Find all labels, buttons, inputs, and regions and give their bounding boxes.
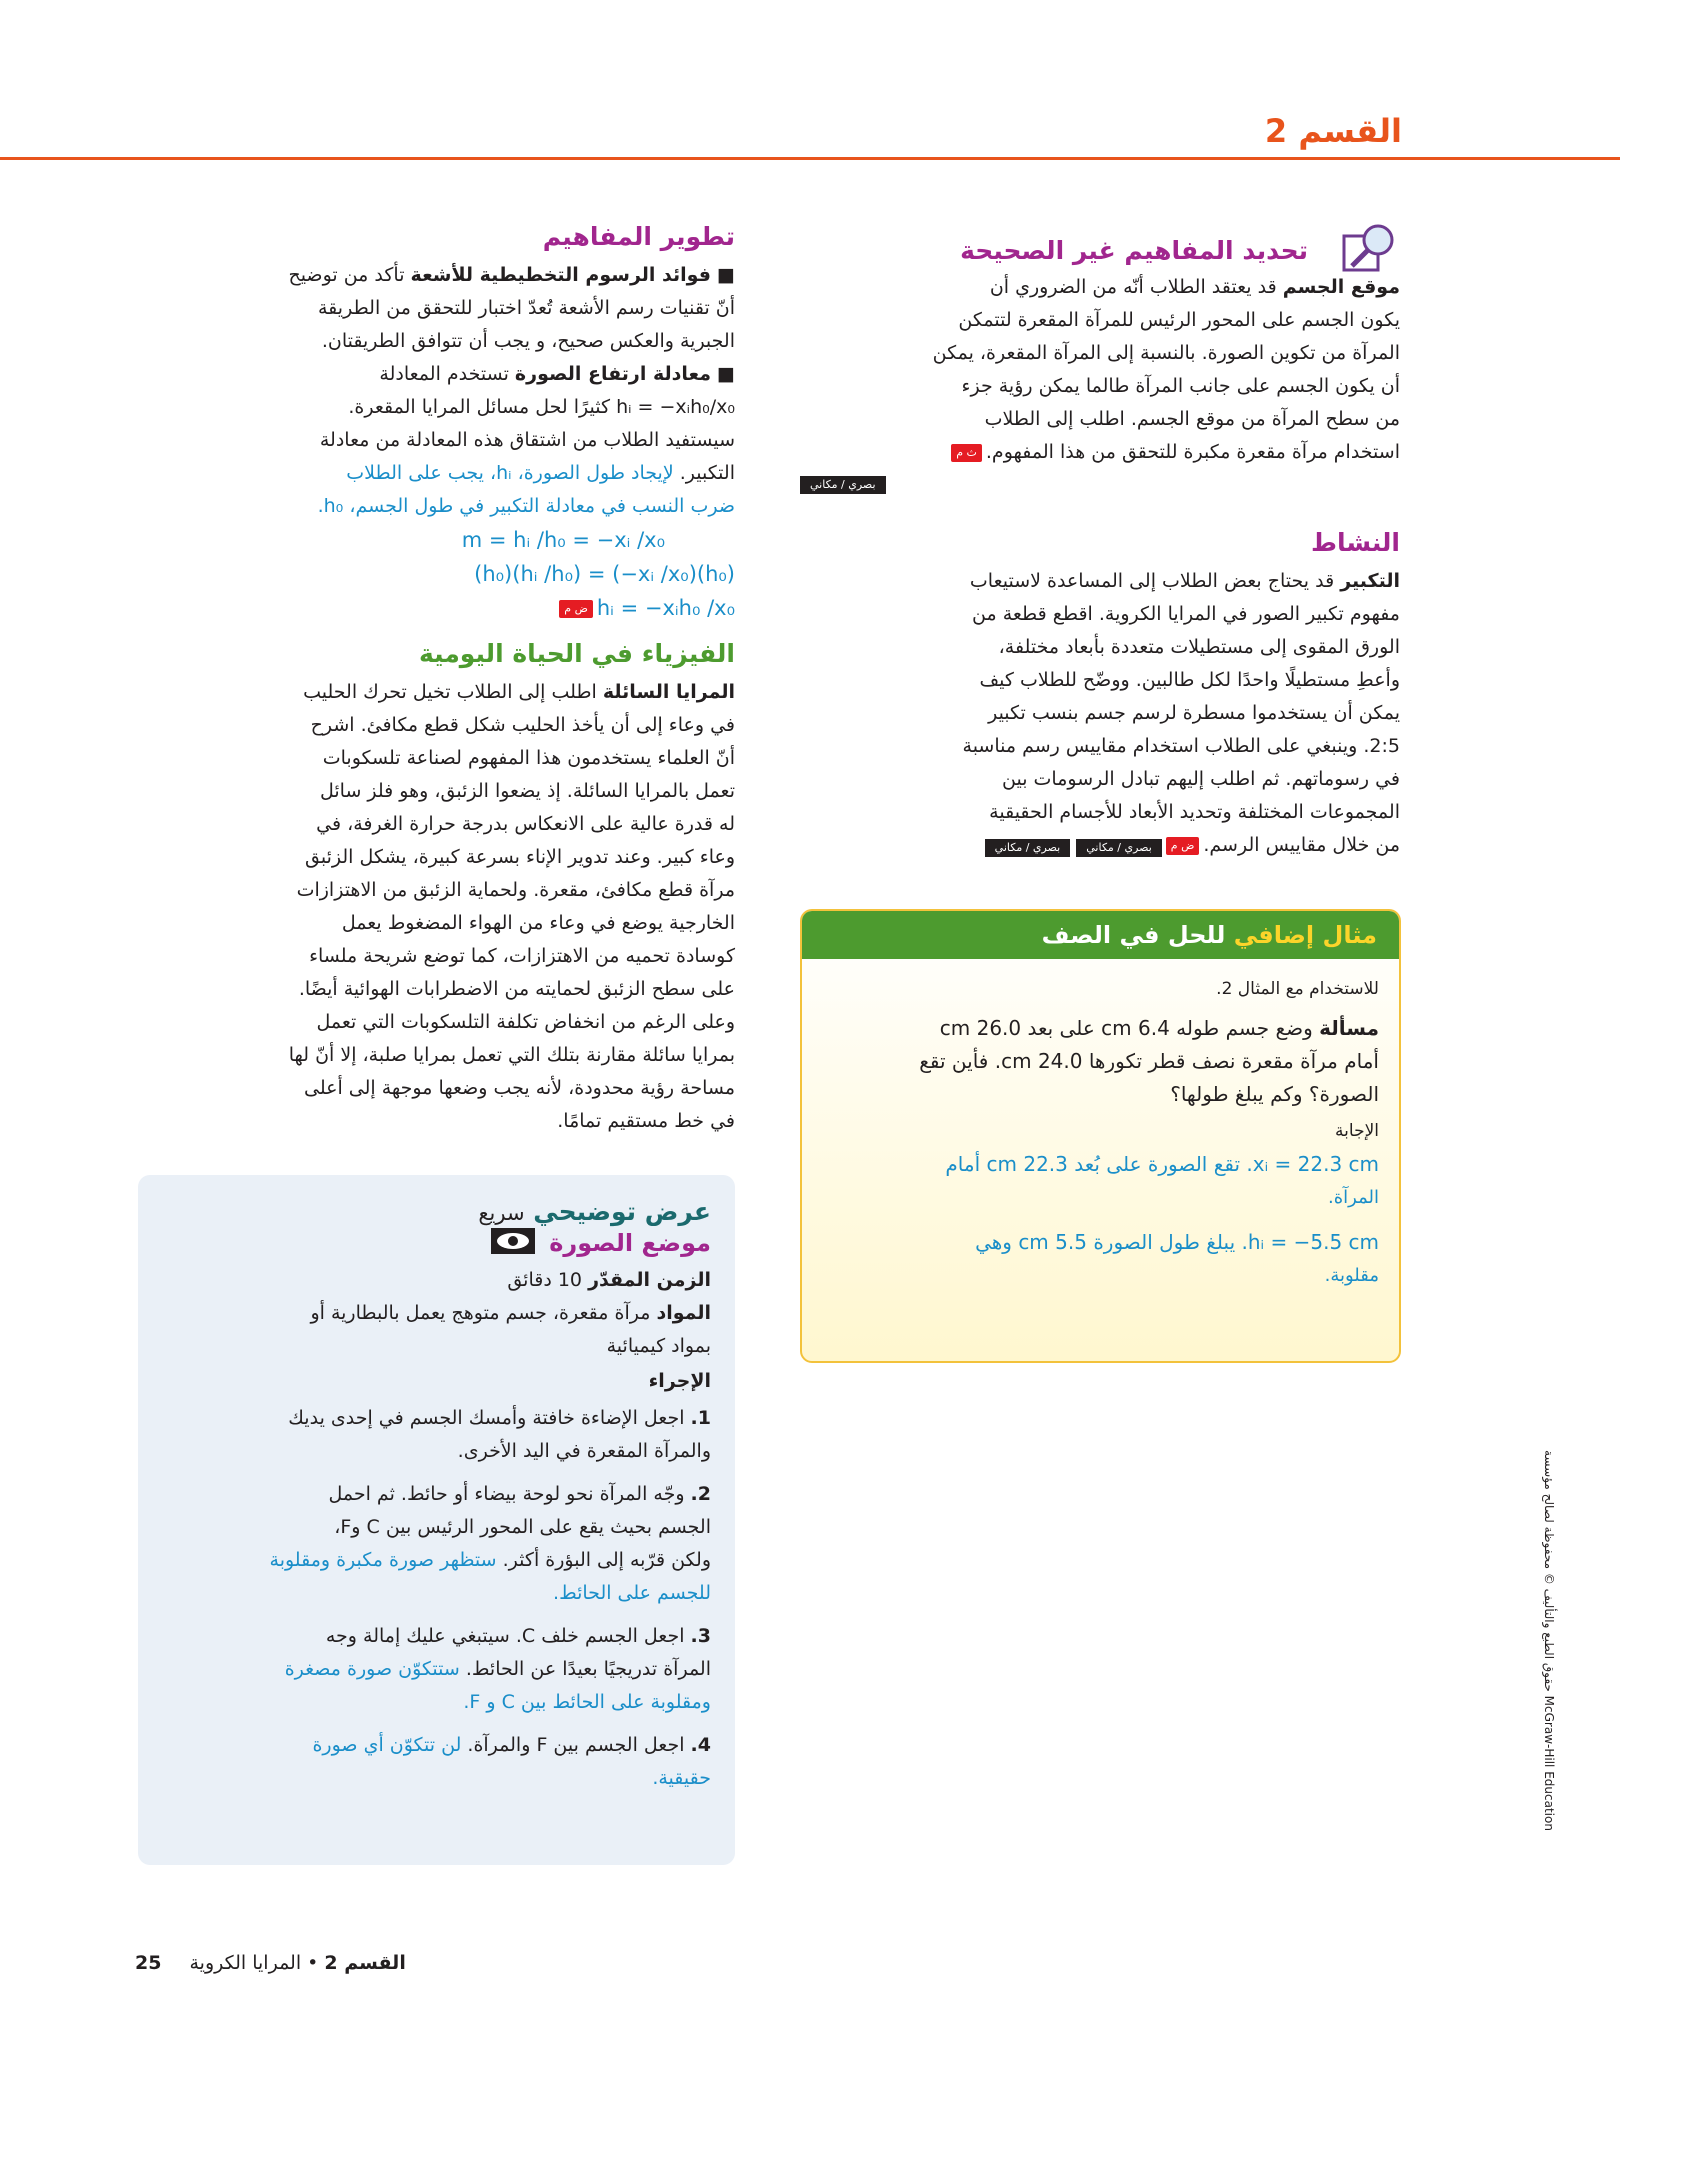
answer-line: مقلوبة. [1324, 1265, 1379, 1286]
physics-line: مساحة رؤية محدودة، لأنه يجب وضعها موجهة إلى أعلى [304, 1077, 735, 1099]
answer-line: المرآة. [1328, 1187, 1379, 1208]
concept1-line: أنّ تقنيات رسم الأشعة تُعدّ اختبار للتحقق من الطريقة [318, 297, 735, 319]
equation-multiply: (h₀)(hᵢ /h₀) = (−xᵢ /x₀)(h₀) [474, 562, 735, 586]
physics-line: له قدرة عالية على الانعكاس بدرجة حرارة الغرفة، في [316, 813, 735, 835]
activity-lead: التكبير [1340, 570, 1400, 592]
example-title-b: للحل في الصف [1041, 921, 1226, 949]
page-number: 25 [135, 1952, 162, 1974]
activity-line: المجموعات المختلفة وتحديد الأبعاد للأجسام الحقيقية [989, 801, 1400, 823]
activity-title: النشاط [1311, 528, 1400, 557]
materials-line: بمواد كيميائية [606, 1335, 711, 1357]
activity-line: 2:5. وينبغي على الطلاب استخدام مقاييس رسم مناسبة [962, 735, 1400, 757]
activity-line: قد يحتاج بعض الطلاب إلى المساعدة لاستيعاب [969, 570, 1335, 592]
misconceptions-line: قد يعتقد الطلاب أنّه من الضروري أن [989, 276, 1277, 298]
example-intro: للاستخدام مع المثال 2. [1216, 979, 1379, 999]
misconceptions-line: يكون الجسم على المحور الرئيس للمرآة المقعرة لتتمكن [958, 309, 1400, 331]
materials-line: مرآة مقعرة، جسم متوهج يعمل بالبطارية أو [310, 1302, 651, 1324]
misconceptions-line: استخدام مرآة مقعرة مكبرة للتحقق من هذا المفهوم. [985, 441, 1400, 463]
bullet-square: ■ [711, 264, 735, 286]
physics-line: في وعاء إلى أن يأخذ الحليب شكل قطع مكافئ. اشرح [310, 714, 735, 736]
concept1-line: تأكد من توضيح [288, 264, 405, 286]
answer-line: hᵢ = −5.5 cm. يبلغ طول الصورة 5.5 cm وهي [975, 1230, 1379, 1254]
physics-line: بمرايا سائلة مقارنة بتلك التي تعمل بمرايا صلبة، إلا أنّ لها [288, 1044, 735, 1066]
concepts-section [145, 222, 735, 625]
section-title: القسم 2 [1264, 112, 1402, 150]
activity-line: من خلال مقاييس الرسم. [1203, 834, 1400, 856]
physics-line: مرآة قطع مكافئ، مقعرة. ولحماية الزئبق من الاهتزازات [296, 879, 735, 901]
misconceptions-title: تحديد المفاهيم غير الصحيحة [960, 236, 1308, 265]
answer-line: xᵢ = 22.3 cm. تقع الصورة على بُعد 22.3 cm أمام [945, 1152, 1379, 1176]
example-header [802, 911, 1399, 959]
level-badge: ض م [1166, 837, 1200, 855]
activity-line: وأعطِ مستطيلًا واحدًا لكل طالبين. ووضّح للطلاب كيف [979, 669, 1400, 691]
concept2-line: سيستفيد الطلاب من اشتقاق هذه المعادلة من معادلة [319, 429, 735, 451]
quick-demo-box [138, 1175, 735, 1865]
example-title-a: مثال إضافي [1233, 921, 1377, 949]
step-result: ستتكوّن صورة مصغرة [284, 1658, 460, 1680]
misconceptions-lead: موقع الجسم [1282, 276, 1400, 298]
concepts-title: تطوير المفاهيم [542, 222, 735, 251]
demo-title-b: سريع [478, 1201, 525, 1225]
materials-label: المواد [656, 1302, 711, 1324]
activity-line: يمكن أن يستخدموا مسطرة لرسم جسم بنسب تكبير [988, 702, 1400, 724]
concept2-blue: لإيجاد طول الصورة، hᵢ، يجب على الطلاب [346, 462, 674, 484]
demo-title-a: عرض توضيحي [533, 1197, 711, 1226]
page-footer [135, 1952, 406, 1974]
physics-lead: المرايا السائلة [602, 681, 735, 703]
learning-style-tag: بصري / مكاني [985, 839, 1071, 857]
physics-line: وعلى الرغم من انخفاض تكلفة التلسكوبات التي تعمل [316, 1011, 735, 1033]
concept2-blue: ضرب النسب في معادلة التكبير في طول الجسم، h₀. [317, 495, 735, 517]
step-number: 4. [690, 1734, 711, 1756]
procedure-step [162, 1402, 711, 1468]
step-result: ستظهر صورة مكبرة ومقلوبة [269, 1549, 497, 1571]
step-result: لن تتكوّن أي صورة [312, 1734, 462, 1756]
footer-chapter: المرايا الكروية [189, 1952, 302, 1974]
procedure-label: الإجراء [648, 1370, 711, 1392]
problem-line: أمام مرآة مقعرة نصف قطر تكورها 24.0 cm. فأين تقع [919, 1049, 1379, 1073]
copyright-text: حقوق الطبع والتأليف © محفوظة لصالح مؤسسة McGraw-Hill Education [1542, 1450, 1556, 1831]
eye-icon [491, 1228, 535, 1260]
concept2-line: hᵢ = −xᵢh₀/x₀ كثيرًا لحل مسائل المرايا المقعرة. [348, 396, 735, 418]
step-result: حقيقية. [652, 1767, 711, 1789]
misconceptions-section [800, 222, 1400, 494]
step-result: للجسم على الحائط. [553, 1582, 711, 1604]
physics-line: كوسادة تحميه من الاهتزازات، كما توضع شريحة ملساء [309, 945, 735, 967]
step-line: اجعل الجسم بين F والمرآة. [467, 1734, 685, 1756]
problem-label: مسألة [1319, 1016, 1379, 1040]
concept1-line: الجبرية والعكس صحيح، و يجب أن تتوافق الطريقتان. [321, 330, 735, 352]
magnifier-icon [1342, 222, 1400, 274]
left-column [145, 222, 735, 1138]
answer-label: الإجابة [1335, 1121, 1379, 1141]
copyright-credit [1538, 1450, 1558, 1930]
step-number: 3. [690, 1625, 711, 1647]
time-label: الزمن المقدّر [588, 1269, 711, 1291]
problem-line: الصورة؟ وكم يبلغ طولها؟ [1170, 1082, 1379, 1106]
level-badge: ث م [951, 444, 982, 462]
activity-line: في رسوماتهم. ثم اطلب إليهم تبادل الرسومات بين [1002, 768, 1400, 790]
concept2-line: تستخدم المعادلة [379, 363, 509, 385]
step-line: اجعل الإضاءة خافتة وأمسك الجسم في إحدى يديك [288, 1407, 685, 1429]
physics-line: أنّ العلماء يستخدمون هذا المفهوم لصناعة تلسكوبات [322, 747, 735, 769]
learning-style-tag: بصري / مكاني [800, 476, 886, 494]
problem-line: وضع جسم طوله 6.4 cm على بعد 26.0 cm [939, 1016, 1313, 1040]
demo-subtitle: موضع الصورة [549, 1229, 711, 1257]
footer-section: القسم 2 [324, 1952, 406, 1974]
equation-image-height: hᵢ = −xᵢh₀ /x₀ [596, 596, 735, 620]
level-badge: ض م [559, 600, 593, 618]
step-line: والمرآة المقعرة في اليد الأخرى. [457, 1440, 711, 1462]
page-header [0, 112, 1620, 160]
physics-line: تعمل بالمرايا السائلة. إذ يضعوا الزئبق، وهو فلز سائل [319, 780, 735, 802]
misconceptions-line: من سطح المرآة من موقع الجسم. اطلب إلى الطلاب [984, 408, 1400, 430]
activity-section [800, 528, 1400, 862]
step-line: ولكن قرّبه إلى البؤرة أكثر. [502, 1549, 711, 1571]
activity-line: الورق المقوى إلى مستطيلات متعددة بأبعاد مختلفة، [998, 636, 1400, 658]
physics-line: على سطح الزئبق لحمايته من الاضطرابات الهوائية أيضًا. [298, 978, 735, 1000]
right-column [800, 222, 1400, 862]
misconceptions-line: أن يكون الجسم على جانب المرآة طالما يمكن رؤية جزء [961, 375, 1400, 397]
footer-bullet: • [301, 1952, 319, 1974]
step-number: 1. [690, 1407, 711, 1429]
physics-line: الخارجية يوضع في وعاء من الهواء المضغوط يعمل [341, 912, 735, 934]
concept1-lead: فوائد الرسوم التخطيطية للأشعة [410, 264, 711, 286]
physics-line: في خط مستقيم تمامًا. [557, 1110, 735, 1132]
step-line: اجعل الجسم خلف C. سيتبغي عليك إمالة وجه [325, 1625, 685, 1647]
concept2-lead: معادلة ارتفاع الصورة [514, 363, 711, 385]
physics-daily-section [145, 639, 735, 1138]
step-result: ومقلوبة على الحائط بين C و F. [463, 1691, 711, 1713]
learning-style-tag: بصري / مكاني [1076, 839, 1162, 857]
step-line: وجّه المرآة نحو لوحة بيضاء أو حائط. ثم احمل [328, 1483, 685, 1505]
step-line: المرآة تدريجيًا بعيدًا عن الحائط. [465, 1658, 711, 1680]
misconceptions-line: المرآة من تكوين الصورة. بالنسبة إلى المرآة المقعرة، يمكن [932, 342, 1400, 364]
bullet-square: ■ [711, 363, 735, 385]
procedure-step [162, 1729, 711, 1795]
physics-title: الفيزياء في الحياة اليومية [418, 639, 735, 668]
equation-magnification: m = hᵢ /h₀ = −xᵢ /x₀ [461, 528, 665, 552]
time-value: 10 دقائق [507, 1269, 583, 1291]
procedure-step [162, 1620, 711, 1719]
concept2-black: التكبير. [679, 462, 735, 484]
additional-example-box [800, 909, 1401, 1363]
activity-line: مفهوم تكبير الصور في المرايا الكروية. اقطع قطعة من [972, 603, 1400, 625]
step-line: الجسم بحيث يقع على المحور الرئيس بين C وF، [334, 1516, 711, 1538]
header-rule [0, 157, 1620, 160]
physics-line: اطلب إلى الطلاب تخيل تحرك الحليب [303, 681, 597, 703]
physics-line: وعاء كبير. وعند تدوير الإناء بسرعة كبيرة، يشكل الزئبق [304, 846, 735, 868]
procedure-step [162, 1478, 711, 1610]
step-number: 2. [690, 1483, 711, 1505]
